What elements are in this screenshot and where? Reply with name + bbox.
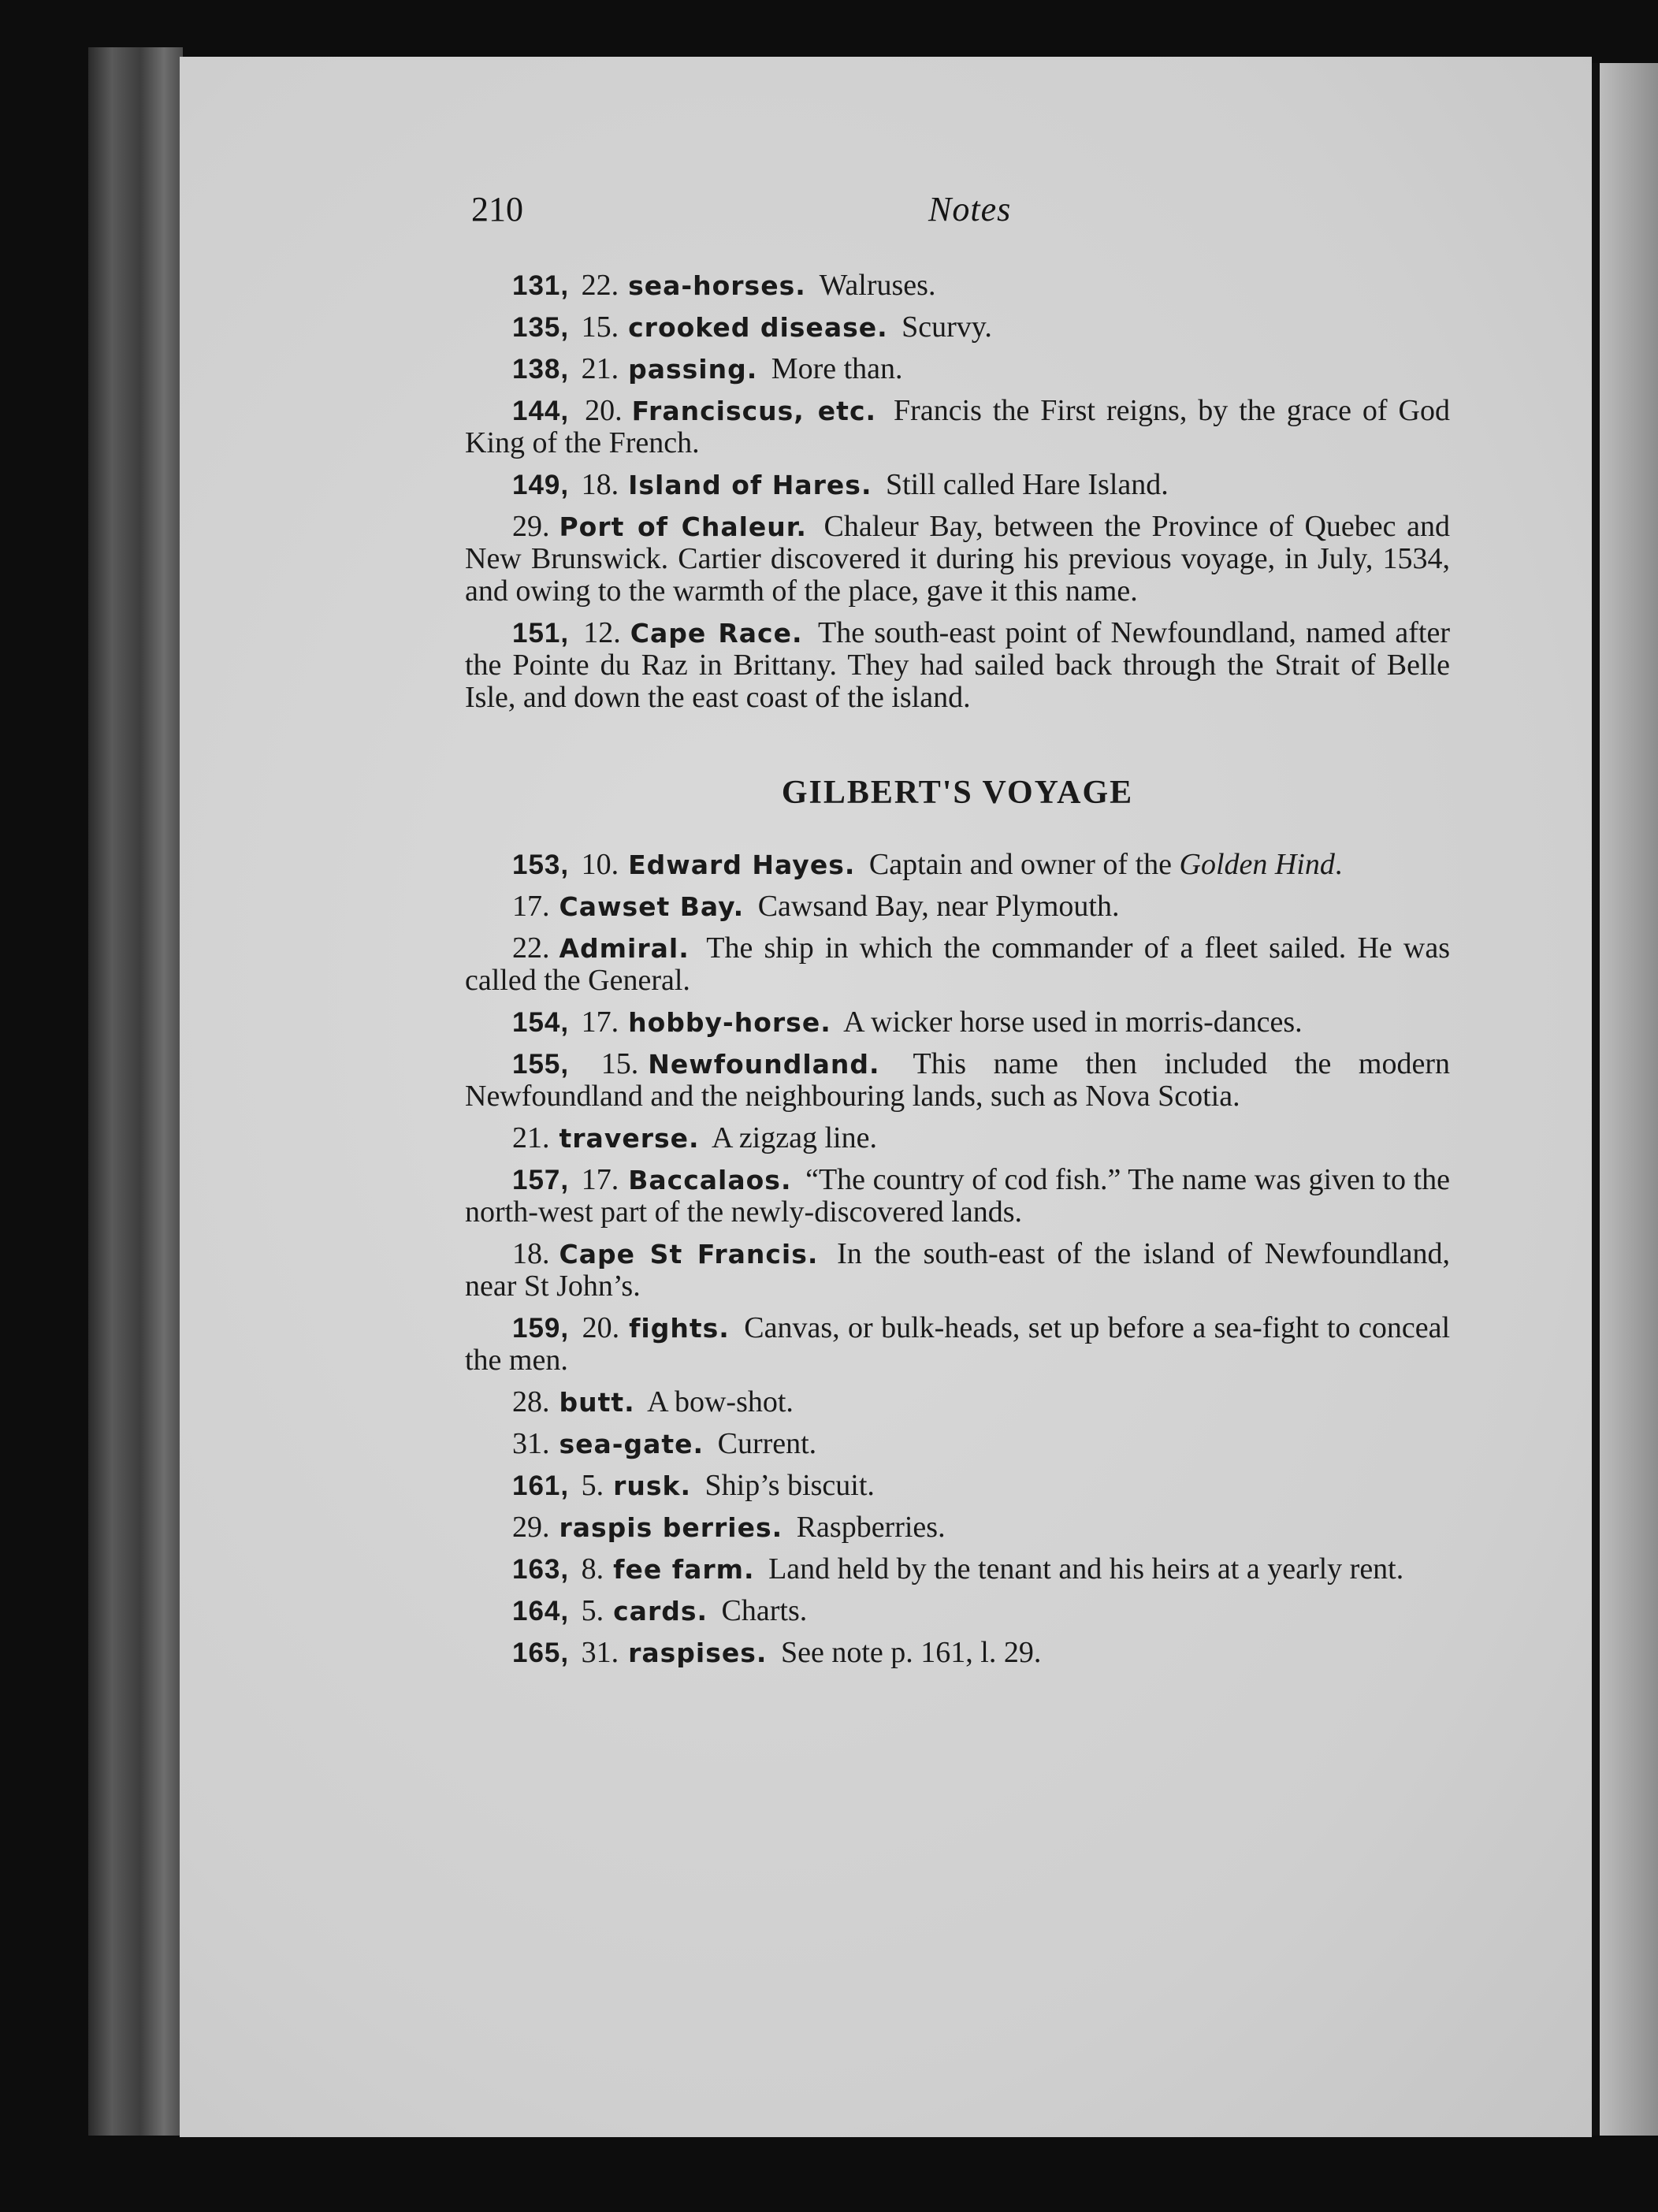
note-text: Francis the First reigns, by the grace of God King of the French. xyxy=(465,394,1450,459)
note-entry xyxy=(465,1164,1450,1229)
note-page-ref: 151, xyxy=(512,618,570,649)
note-line-ref: 18. xyxy=(512,1237,550,1270)
ship-name: Golden Hind xyxy=(1179,848,1335,881)
note-page-ref: 149, xyxy=(512,470,570,500)
note-term: sea-horses . xyxy=(628,270,806,301)
running-head: Notes xyxy=(928,190,1012,229)
note-term: Cape St Francis . xyxy=(559,1239,819,1270)
note-page-ref: 138, xyxy=(512,354,570,385)
note-text: More than. xyxy=(771,352,903,385)
note-line-ref: 20. xyxy=(585,394,623,427)
note-page-ref: 159, xyxy=(512,1313,570,1344)
note-page-ref: 157, xyxy=(512,1165,570,1195)
note-text: Still called Hare Island. xyxy=(885,468,1169,501)
note-line-ref: 31. xyxy=(581,1636,619,1669)
note-text-end: . xyxy=(1334,848,1343,881)
notes-list-gilbert xyxy=(465,890,1450,1669)
note-line-ref: 17. xyxy=(581,1006,619,1039)
note-page-ref: 165, xyxy=(512,1638,570,1668)
page-number: 210 xyxy=(471,190,523,229)
note-page-ref: 144, xyxy=(512,396,570,426)
note-entry xyxy=(465,617,1450,714)
notes-body xyxy=(465,270,1450,1679)
note-entry xyxy=(465,890,1450,923)
section-heading: GILBERT'S VOYAGE xyxy=(781,775,1134,811)
note-term: raspis berries . xyxy=(559,1512,783,1543)
note-line-ref: 8. xyxy=(581,1552,604,1586)
note-term: fights . xyxy=(629,1313,730,1344)
note-line-ref: 5. xyxy=(581,1469,604,1502)
note-entry xyxy=(465,469,1450,501)
book-spine xyxy=(88,47,183,2136)
note-line-ref: 15. xyxy=(600,1047,639,1080)
note-text: The ship in which the commander of a fleet sailed. He was called the General. xyxy=(465,931,1450,997)
note-page-ref: 131, xyxy=(512,270,570,301)
note-line-ref: 22. xyxy=(512,931,550,965)
note-term: cards . xyxy=(613,1596,708,1626)
note-entry xyxy=(465,932,1450,997)
note-line-ref: 29. xyxy=(512,510,550,543)
note-entry xyxy=(465,1553,1450,1586)
note-entry xyxy=(465,1470,1450,1502)
note-entry xyxy=(465,511,1450,608)
note-entry xyxy=(465,311,1450,344)
note-text: Captain and owner of the xyxy=(868,848,1172,881)
note-text: Raspberries. xyxy=(796,1511,946,1544)
note-page-ref: 163, xyxy=(512,1554,570,1585)
note-text: Chaleur Bay, between the Province of Quebec and New Brunswick. Cartier discovered it during his previous voyage, in July, 1534, and owing to the warmth of the place, gave it this name. xyxy=(465,510,1450,608)
note-term: raspises . xyxy=(628,1638,767,1668)
note-term: fee farm . xyxy=(613,1554,754,1585)
note-text: A bow-shot. xyxy=(647,1385,794,1418)
note-text: Walruses. xyxy=(819,269,936,302)
note-page-ref: 155, xyxy=(512,1049,570,1080)
note-line-ref: 18. xyxy=(581,468,619,501)
note-term: Newfoundland . xyxy=(648,1049,879,1080)
note-entry xyxy=(465,1511,1450,1544)
note-line-ref: 22. xyxy=(581,269,619,302)
note-text: “The country of cod fish.” The name was given to the north-west part of the newly-discovered lands. xyxy=(465,1163,1451,1229)
note-text: In the south-east of the island of Newfoundland, near St John’s. xyxy=(465,1237,1450,1303)
note-text: A wicker horse used in morris-dances. xyxy=(843,1006,1303,1039)
note-line-ref: 17. xyxy=(581,1163,619,1196)
note-term: rusk . xyxy=(613,1470,691,1501)
page-edge-shadow xyxy=(1592,63,1600,2136)
facing-page-edge xyxy=(1600,63,1658,2136)
note-page-ref: 153, xyxy=(512,849,570,880)
note-term: passing . xyxy=(628,354,757,385)
note-page-ref: 161, xyxy=(512,1470,570,1501)
note-term: Baccalaos . xyxy=(628,1165,791,1195)
note-entry xyxy=(465,1386,1450,1418)
note-term: Franciscus, etc . xyxy=(632,396,876,426)
note-text: Scurvy. xyxy=(901,310,992,344)
note-text: Current. xyxy=(717,1427,817,1460)
note-entry xyxy=(465,395,1450,459)
note-text: A zigzag line. xyxy=(711,1121,877,1154)
note-text: Ship’s biscuit. xyxy=(704,1469,875,1502)
note-line-ref: 10. xyxy=(581,848,619,881)
note-term: Port of Chaleur . xyxy=(559,511,807,542)
note-term: traverse . xyxy=(559,1123,700,1154)
note-page-ref: 154, xyxy=(512,1007,570,1038)
note-term: Cawset Bay . xyxy=(559,891,745,922)
note-text: Cawsand Bay, near Plymouth. xyxy=(757,890,1120,923)
note-entry xyxy=(465,353,1450,385)
note-line-ref: 21. xyxy=(512,1121,550,1154)
note-entry xyxy=(465,1006,1450,1039)
note-term: crooked disease . xyxy=(628,312,888,343)
note-entry xyxy=(465,1595,1450,1627)
note-line-ref: 5. xyxy=(581,1594,604,1627)
note-term: Island of Hares . xyxy=(628,470,872,500)
note-line-ref: 12. xyxy=(583,616,621,649)
note-text: See note p. 161, l. 29. xyxy=(780,1636,1042,1669)
note-line-ref: 31. xyxy=(512,1427,550,1460)
note-term: Admiral . xyxy=(559,933,690,964)
note-entry xyxy=(465,1428,1450,1460)
note-page-ref: 135, xyxy=(512,312,570,343)
note-entry xyxy=(465,849,1450,881)
note-entry xyxy=(465,1048,1450,1113)
note-entry xyxy=(465,270,1450,302)
note-line-ref: 21. xyxy=(581,352,619,385)
note-entry xyxy=(465,1637,1450,1669)
note-line-ref: 28. xyxy=(512,1385,550,1418)
note-term: butt . xyxy=(559,1387,635,1418)
note-line-ref: 20. xyxy=(582,1311,620,1344)
note-entry xyxy=(465,1122,1450,1154)
page-header xyxy=(471,189,1448,244)
note-term: Cape Race . xyxy=(630,618,803,649)
note-line-ref: 29. xyxy=(512,1511,550,1544)
note-text: The south-east point of Newfoundland, named after the Pointe du Raz in Brittany. They had sailed back through the Strait of Belle Isle, and down the east coast of the island. xyxy=(465,616,1450,714)
note-term: sea-gate . xyxy=(559,1429,704,1459)
note-line-ref: 15. xyxy=(581,310,619,344)
notes-list-cartier xyxy=(465,270,1450,714)
note-text: Charts. xyxy=(721,1594,808,1627)
note-text: Land held by the tenant and his heirs at a yearly rent. xyxy=(768,1552,1404,1586)
note-entry xyxy=(465,1312,1450,1377)
note-term: Edward Hayes . xyxy=(628,849,855,880)
note-entry xyxy=(465,1238,1450,1303)
note-line-ref: 17. xyxy=(512,890,550,923)
note-text: This name then included the modern Newfoundland and the neighbouring lands, such as Nova Scotia. xyxy=(465,1047,1450,1113)
note-text: Canvas, or bulk-heads, set up before a sea-fight to conceal the men. xyxy=(465,1311,1451,1377)
note-page-ref: 164, xyxy=(512,1596,570,1626)
note-term: hobby-horse . xyxy=(628,1007,831,1038)
